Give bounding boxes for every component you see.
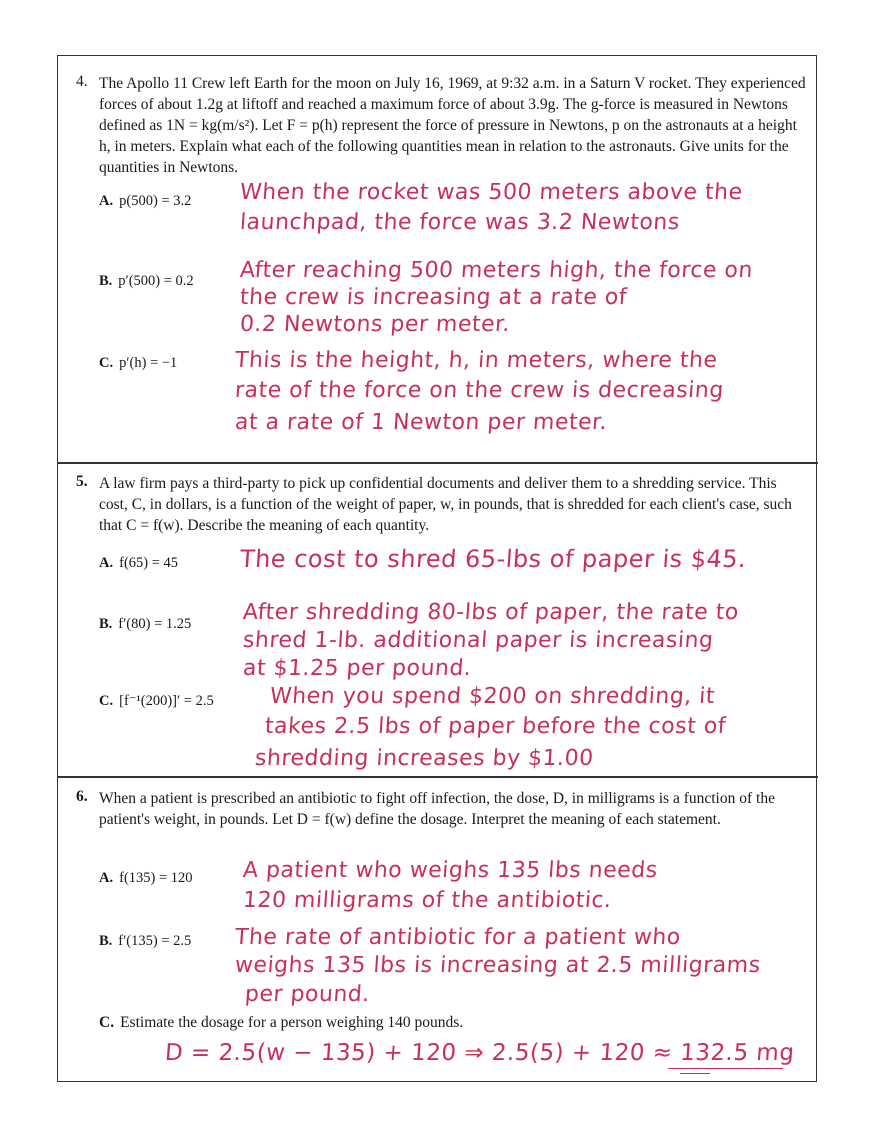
answer-underline (680, 1073, 710, 1074)
handwritten-answer: shredding increases by $1.00 (254, 746, 595, 771)
handwritten-answer: weighs 135 lbs is increasing at 2.5 milligrams (234, 953, 762, 978)
handwritten-answer: This is the height, h, in meters, where the (234, 348, 719, 373)
part-label: C. p′(h) = −1 (99, 355, 178, 371)
handwritten-answer: per pound. (244, 982, 371, 1007)
handwritten-answer: takes 2.5 lbs of paper before the cost of (264, 714, 727, 739)
part-label: B. f′(80) = 1.25 (99, 616, 192, 632)
handwritten-answer: When you spend $200 on shredding, it (269, 684, 716, 709)
question-number: 5. (76, 473, 88, 490)
handwritten-answer: After reaching 500 meters high, the force on (239, 258, 754, 283)
handwritten-answer: A patient who weighs 135 lbs needs (242, 858, 659, 883)
handwritten-answer: at a rate of 1 Newton per meter. (234, 410, 609, 435)
handwritten-answer: The rate of antibiotic for a patient who (234, 925, 682, 950)
handwritten-answer: 0.2 Newtons per meter. (239, 312, 512, 337)
handwritten-answer: D = 2.5(w − 135) + 120 ⇒ 2.5(5) + 120 ≈ 132.5 mg (164, 1040, 796, 1066)
question-6-prompt: When a patient is prescribed an antibiotic to fight off infection, the dose, D, in milligrams is a function of the patient's weight, in pounds. Let D = f(w) define the dosage. Interpret the meaning of each statement. (99, 790, 775, 828)
question-4-prompt: The Apollo 11 Crew left Earth for the moon on July 16, 1969, at 9:32 a.m. in a Saturn V rocket. They experienced forces of about 1.2g at liftoff and reached a maximum force of about 3.9g. The g-force is measured in Newtons defined as 1N = kg(m/s²). Let F = p(h) represent the force of pressure in Newtons, p on the astronauts at a height h, in meters. Explain what each of the following quantities mean in relation to the astronauts. Give units for the quantities in Newtons. (99, 75, 806, 176)
part-label: C. Estimate the dosage for a person weighing 140 pounds. (99, 1014, 464, 1031)
handwritten-answer: After shredding 80-lbs of paper, the rate to (242, 600, 740, 625)
handwritten-answer: 120 milligrams of the antibiotic. (242, 888, 613, 913)
handwritten-answer: the crew is increasing at a rate of (239, 285, 628, 310)
divider (58, 776, 818, 778)
part-label: B. f′(135) = 2.5 (99, 933, 192, 949)
handwritten-answer: shred 1-lb. additional paper is increasing (242, 628, 715, 653)
divider (58, 462, 818, 464)
part-label: A. p(500) = 3.2 (99, 193, 192, 209)
handwritten-answer: When the rocket was 500 meters above the (239, 180, 744, 205)
question-5-prompt: A law firm pays a third-party to pick up confidential documents and deliver them to a shredding service. This cost, C, in dollars, is a function of the weight of paper, w, in pounds, that is shredded for each client's case, such that C = f(w). Describe the meaning of each quantity. (99, 475, 792, 534)
part-label: A. f(135) = 120 (99, 870, 193, 886)
handwritten-answer: rate of the force on the crew is decreasing (234, 378, 725, 403)
part-label: A. f(65) = 45 (99, 555, 179, 571)
answer-underline (668, 1068, 783, 1069)
question-number: 4. (76, 73, 88, 90)
part-label: C. [f⁻¹(200)]′ = 2.5 (99, 693, 214, 709)
part-label: B. p′(500) = 0.2 (99, 273, 194, 289)
handwritten-answer: launchpad, the force was 3.2 Newtons (239, 210, 681, 235)
handwritten-answer: The cost to shred 65-lbs of paper is $45. (239, 545, 748, 573)
handwritten-answer: at $1.25 per pound. (242, 656, 473, 681)
question-number: 6. (76, 788, 88, 805)
